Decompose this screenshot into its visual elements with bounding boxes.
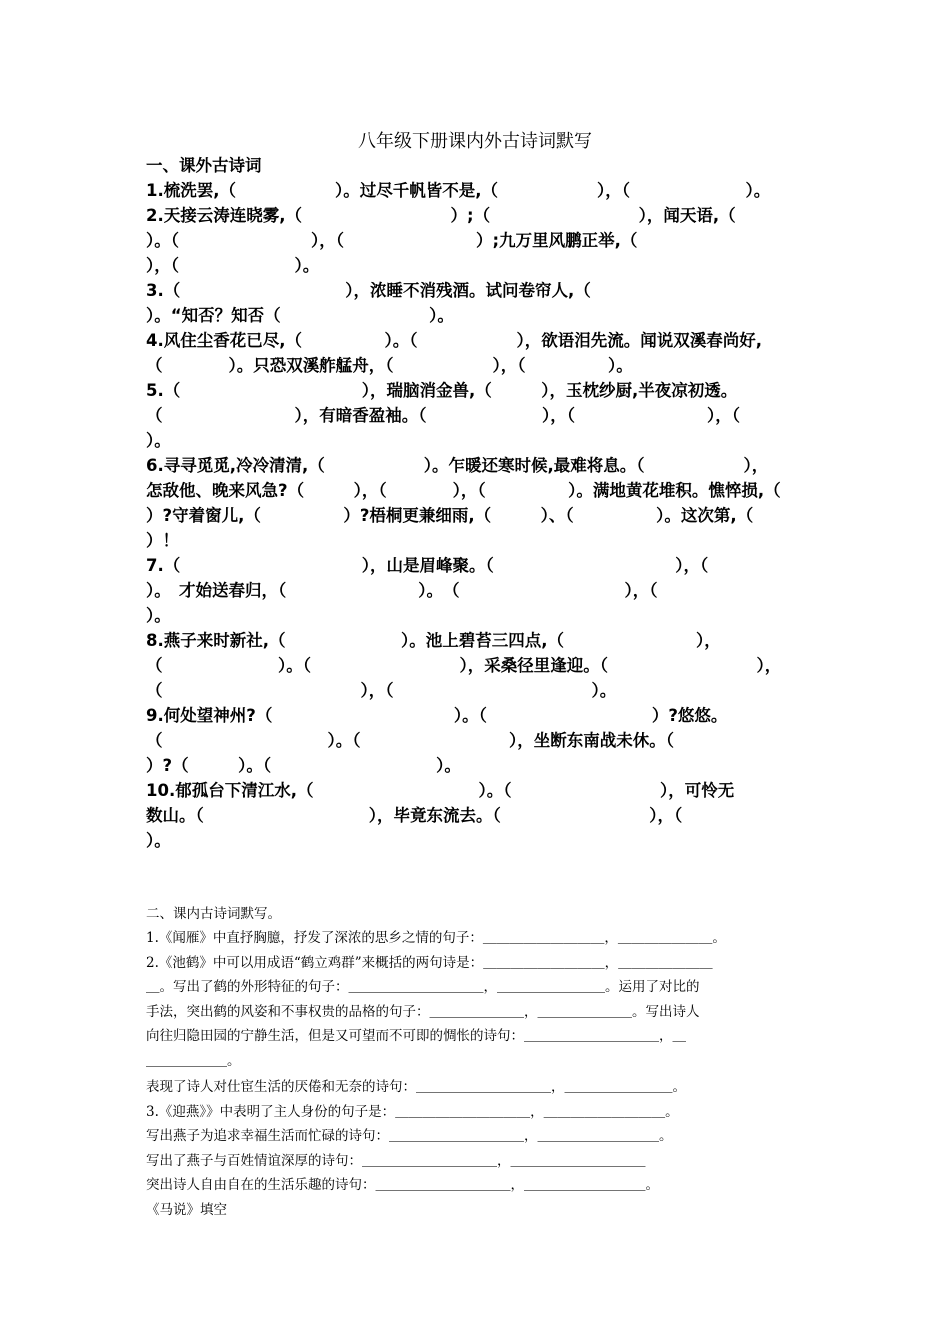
section2-line: 写出燕子为追求幸福生活而忙碌的诗句：＿＿＿＿＿＿＿＿＿＿，＿＿＿＿＿＿＿＿＿。	[146, 1128, 673, 1144]
section1-line: （ ）。（ ），采桑径里逢迎。（ ），	[146, 656, 782, 675]
section1-line: ）。“知否？知否（ ）。	[146, 306, 454, 325]
section1-line: ）。	[146, 606, 171, 625]
section1-line: （ ）。（ ），坐断东南战未休。（	[146, 731, 674, 750]
section2-heading: 二、课内古诗词默写。	[146, 906, 281, 922]
section1-line: 7.（ ），山是眉峰聚。（ ），（	[146, 556, 709, 575]
section1-line: （ ）。只恐双溪舴艋舟，（ ），（ ）。	[146, 356, 633, 375]
section1-line: ）。	[146, 831, 171, 850]
section1-line: ），（ ）。	[146, 256, 320, 275]
section1-line: 8.燕子来时新社,（ ）。池上碧苔三四点,（ ），	[146, 631, 721, 650]
section1-line: ）。 才始送春归，（ ）。 （ ），（	[146, 581, 658, 600]
section2-line: 突出诗人自由自在的生活乐趣的诗句：＿＿＿＿＿＿＿＿＿＿，＿＿＿＿＿＿＿＿＿。	[146, 1177, 659, 1193]
section1-line: 数山。（ ），毕竟东流去。（ ），（	[146, 806, 683, 825]
section1-line: 5.（ ），瑞脑消金兽,（ ），玉枕纱厨,半夜凉初透。	[146, 381, 738, 400]
section1-line: （ ），有暗香盈袖。（ ），（ ），（	[146, 406, 740, 425]
section1-line: 6.寻寻觅觅,冷冷清清,（ ）。乍暖还寒时候,最难将息。（ ），	[146, 456, 769, 475]
document-title: 八年级下册课内外古诗词默写	[358, 131, 592, 152]
section1-line: 1.梳洗罢,（ ）。过尽千帆皆不是,（ ），（ ）。	[146, 181, 771, 200]
section2-line: ＿＿＿＿＿＿。	[146, 1053, 241, 1069]
section2-line: 1.《闻雁》中直抒胸臆，抒发了深浓的思乡之情的句子：＿＿＿＿＿＿＿＿＿，＿＿＿＿＿＿＿。	[146, 930, 726, 946]
section1-line: 4.风住尘香花已尽,（ ）。（ ），欲语泪先流。闻说双溪春尚好,	[146, 331, 763, 350]
section1-line: 2.天接云涛连晓雾,（ ）;（ ），闻天语,（	[146, 206, 736, 225]
section2-line: ＿。写出了鹤的外形特征的句子：＿＿＿＿＿＿＿＿＿＿，＿＿＿＿＿＿＿＿。运用了对比的	[146, 979, 700, 995]
section1-line: 10.郁孤台下清江水,（ ）。（ ），可怜无	[146, 781, 735, 800]
section1-heading: 一、课外古诗词	[146, 156, 262, 175]
section1-line: 怎敌他、晚来风急?（ ），（ ），（ ）。满地黄花堆积。憔悴损,（	[146, 481, 781, 500]
section2-line: 向往归隐田园的宁静生活，但是又可望而不可即的惆怅的诗句：＿＿＿＿＿＿＿＿＿＿，＿	[146, 1028, 686, 1044]
section2-line: 《马说》填空	[146, 1202, 227, 1218]
section2-line: 写出了燕子与百姓情谊深厚的诗句：＿＿＿＿＿＿＿＿＿＿，＿＿＿＿＿＿＿＿＿＿	[146, 1153, 646, 1169]
section1-line: ）?（ ）。（ ）。	[146, 756, 461, 775]
section2-line: 表现了诗人对仕宦生活的厌倦和无奈的诗句：＿＿＿＿＿＿＿＿＿＿，＿＿＿＿＿＿＿＿。	[146, 1079, 686, 1095]
section1-line: ）。	[146, 431, 171, 450]
section2-line: 3.《迎燕》》中表明了主人身份的句子是：＿＿＿＿＿＿＿＿＿＿，＿＿＿＿＿＿＿＿＿。	[146, 1104, 679, 1120]
section2-line: 2.《池鹤》中可以用成语“鹤立鸡群”来概括的两句诗是：＿＿＿＿＿＿＿＿＿，＿＿＿＿＿＿＿	[146, 955, 713, 971]
section1-line: ）。（ ），（ ）;九万里风鹏正举,（	[146, 231, 638, 250]
section1-line: （ ），（ ）。	[146, 681, 617, 700]
section1-line: ）！	[146, 531, 179, 550]
section1-line: 3.（ ），浓睡不消残酒。试问卷帘人,（	[146, 281, 591, 300]
section2-line: 手法，突出鹤的风姿和不事权贵的品格的句子：＿＿＿＿＿＿＿，＿＿＿＿＿＿＿。写出诗人	[146, 1004, 700, 1020]
section1-line: ）?守着窗儿,（ ）?梧桐更兼细雨,（ ）、（ ）。这次第,（	[146, 506, 754, 525]
section1-line: 9.何处望神州?（ ）。（ ）?悠悠。	[146, 706, 728, 725]
